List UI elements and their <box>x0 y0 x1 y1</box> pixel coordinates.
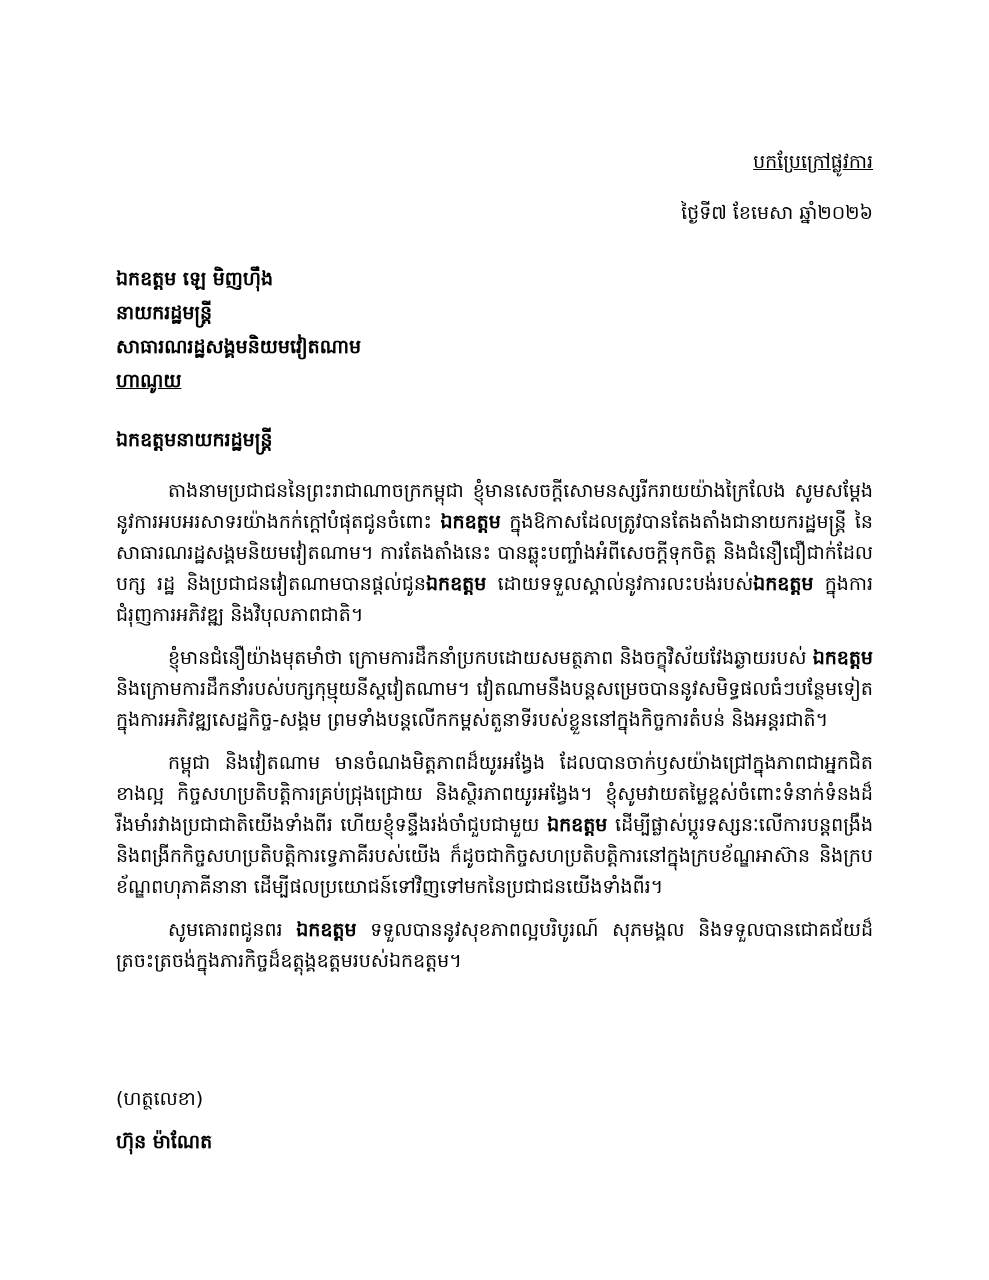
signature-note: (ហត្ថលេខា) <box>116 1088 204 1110</box>
recipient-city: ហាណូយ <box>116 370 182 392</box>
paragraph-text: ក្នុងឱកាសដែលត្រូវបានតែងតាំងជានាយករដ្ឋមន្ត្រី នៃសាធារណរដ្ឋសង្គមនិយមវៀតណាម។ ការតែងតាំងនេះ បានឆ្លុះបញ្ចាំងអំពីសេចក្តីទុកចិត្ត និងជំនឿជឿជាក់ដែលបក្ស រដ្ឋ និងប្រជាជនវៀតណាមបានផ្តល់ជូន <box>116 511 873 595</box>
honorific: ឯកឧត្តម <box>812 647 873 669</box>
paragraph-text: ទទួលបាននូវសុខភាពល្អបរិបូរណ៍ សុភមង្គល និងទទួលបានជោគជ័យដ៏ត្រចះត្រចង់ក្នុងភារកិច្ចដ៏ឧត្តុង្គឧត្តមរបស់ឯកឧត្តម។ <box>116 919 874 972</box>
recipient-title: នាយករដ្ឋមន្ត្រី <box>116 302 213 324</box>
honorific: ឯកឧត្តម <box>425 573 487 595</box>
paragraph-text: សូមគោរពជូនពរ <box>168 919 283 941</box>
paragraph-text: ដើម្បីផ្លាស់ប្តូរទស្សនៈលើការបន្តពង្រឹង និងពង្រីកកិច្ចសហប្រតិបត្តិការទ្វេភាគីរបស់យើង ក៏ដូចជាកិច្ចសហប្រតិបត្តិការនៅក្នុងក្របខ័ណ្ឌអាស៊ាន និងក្របខ័ណ្ឌពហុភាគីនានា ដើម្បីផលប្រយោជន៍ទៅវិញទៅមកនៃប្រជាជនយើងទាំងពីរ។ <box>116 814 874 898</box>
paragraph-text: ក្នុងការជំរុញការអភិវឌ្ឍ និងវិបុលភាពជាតិ។ <box>116 573 873 626</box>
salutation: ឯកឧត្តមនាយករដ្ឋមន្ត្រី <box>116 429 273 451</box>
paragraph-text: និងក្រោមការដឹកនាំរបស់បក្សកុម្មុយនីស្តវៀតណាម។ វៀតណាមនឹងបន្តសម្រេចបាននូវសមិទ្ធផលធំៗបន្ថែមទៀត ក្នុងការអភិវឌ្ឍសេដ្ឋកិច្ច-សង្គម ព្រមទាំងបន្តលើកកម្ពស់តួនាទីរបស់ខ្លួននៅក្នុងកិច្ចការតំបន់ និងអន្តរជាតិ។ <box>116 678 873 731</box>
paragraph-text: ដោយទទួលស្គាល់នូវការលះបង់របស់ <box>497 573 754 595</box>
classification-label: បកប្រែក្រៅផ្លូវការ <box>753 151 873 173</box>
paragraph-text: តាងនាមប្រជាជននៃព្រះរាជាណាចក្រកម្ពុជា ខ្ញុំមានសេចក្តីសោមនស្សរីករាយយ៉ាងក្រៃលែង សូមសម្តែងនូវការអបអរសាទរយ៉ាងកក់ក្តៅបំផុតជូនចំពោះ <box>116 480 873 533</box>
honorific: ឯកឧត្តម <box>440 511 501 533</box>
paragraph-3 <box>116 748 873 903</box>
honorific: ឯកឧត្តម <box>296 919 357 941</box>
paragraph-text: ខ្ញុំមានជំនឿយ៉ាងមុតមាំថា ក្រោមការដឹកនាំប្រកបដោយសមត្ថភាព និងចក្ខុវិស័យវែងឆ្ងាយរបស់ <box>168 647 807 669</box>
honorific: ឯកឧត្តម <box>547 814 608 836</box>
paragraph-1 <box>116 476 873 631</box>
recipient-name: ឯកឧត្តម ឡេ មិញហ៊ឹង <box>116 268 274 290</box>
paragraph-4 <box>116 915 873 977</box>
paragraph-2 <box>116 643 873 736</box>
paragraph-text: កម្ពុជា និងវៀតណាម មានចំណងមិត្តភាពដ៏យូរអង្វែង ដែលបានចាក់ឫសយ៉ាងជ្រៅក្នុងភាពជាអ្នកជិតខាងល្អ កិច្ចសហប្រតិបត្តិការគ្រប់ជ្រុងជ្រោយ និងស្ថិរភាពយូរអង្វែង។ ខ្ញុំសូមវាយតម្លៃខ្ពស់ចំពោះទំនាក់ទំនងដ៏រឹងមាំរវាងប្រជាជាតិយើងទាំងពីរ ហើយខ្ញុំទន្ទឹងរង់ចាំជួបជាមួយ <box>116 752 873 836</box>
recipient-block <box>116 262 361 398</box>
recipient-country: សាធារណរដ្ឋសង្គមនិយមវៀតណាម <box>116 336 362 358</box>
signatory-name: ហ៊ុន ម៉ាណែត <box>116 1131 213 1153</box>
honorific: ឯកឧត្តម <box>753 573 814 595</box>
letter-body <box>116 476 873 989</box>
letter-date: ថ្ងៃទី៧ ខែមេសា ឆ្នាំ២០២៦ <box>681 202 873 224</box>
